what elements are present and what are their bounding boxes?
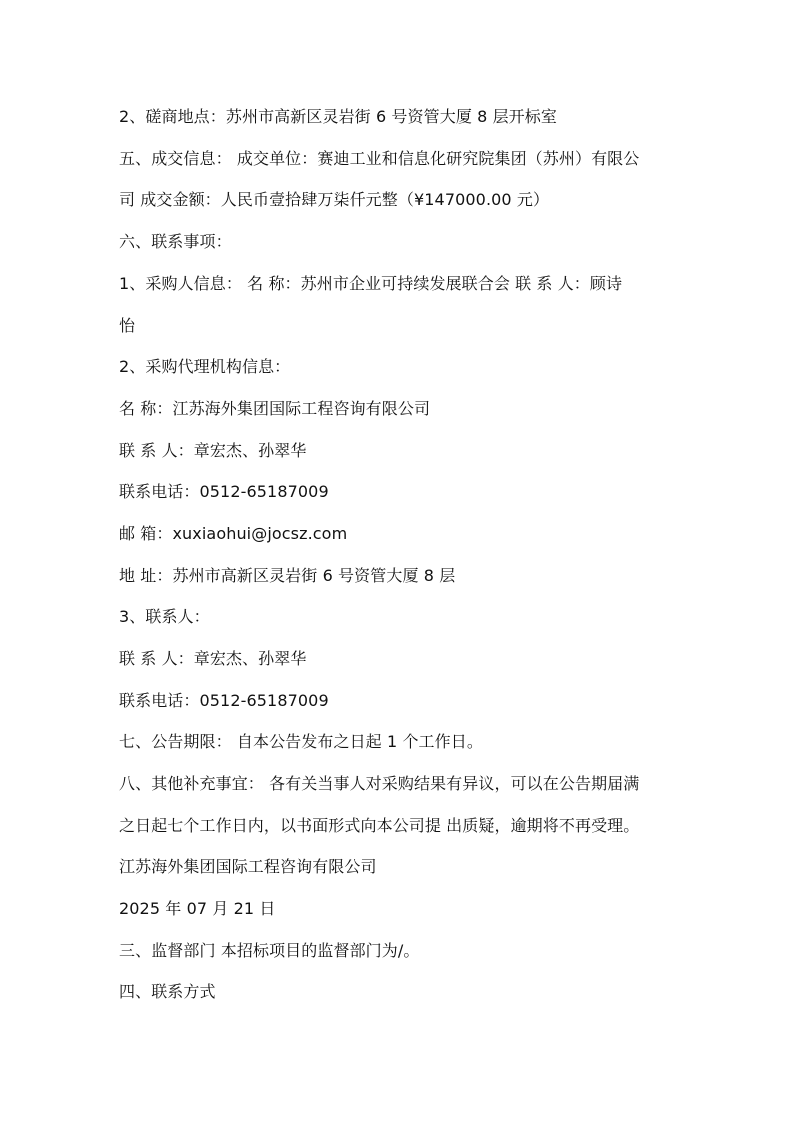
issue-date: 2025 年 07 月 21 日 bbox=[119, 899, 276, 918]
deal-info-line-2: 司 成交金额：人民币壹拾肆万柒仟元整（¥147000.00 元） bbox=[119, 190, 550, 209]
contact-section-heading: 六、联系事项： bbox=[119, 232, 232, 251]
contact-phone: 联系电话：0512-65187009 bbox=[119, 691, 329, 710]
agency-contact-person: 联 系 人：章宏杰、孙翠华 bbox=[119, 441, 307, 460]
agency-info-heading: 2、采购代理机构信息： bbox=[119, 357, 291, 376]
negotiation-location: 2、磋商地点：苏州市高新区灵岩街 6 号资管大厦 8 层开标室 bbox=[119, 107, 557, 126]
contact-person-heading: 3、联系人： bbox=[119, 607, 210, 626]
agency-name: 名 称：江苏海外集团国际工程咨询有限公司 bbox=[119, 399, 431, 418]
purchaser-info-line-2: 怡 bbox=[119, 316, 136, 335]
agency-email: 邮 箱：xuxiaohui@jocsz.com bbox=[119, 524, 348, 543]
contact-method-heading: 四、联系方式 bbox=[119, 982, 216, 1001]
deal-info-line-1: 五、成交信息： 成交单位：赛迪工业和信息化研究院集团（苏州）有限公 bbox=[119, 149, 640, 168]
supervision-department: 三、监督部门 本招标项目的监督部门为/。 bbox=[119, 941, 420, 960]
contact-person: 联 系 人：章宏杰、孙翠华 bbox=[119, 649, 307, 668]
supplementary-matters-line-1: 八、其他补充事宜： 各有关当事人对采购结果有异议，可以在公告期届满 bbox=[119, 774, 640, 793]
agency-phone: 联系电话：0512-65187009 bbox=[119, 482, 329, 501]
announcement-period: 七、公告期限： 自本公告发布之日起 1 个工作日。 bbox=[119, 732, 483, 751]
purchaser-info-line-1: 1、采购人信息： 名 称：苏州市企业可持续发展联合会 联 系 人：顾诗 bbox=[119, 274, 623, 293]
supplementary-matters-line-2: 之日起七个工作日内，以书面形式向本公司提 出质疑，逾期将不再受理。 bbox=[119, 816, 640, 835]
agency-address: 地 址：苏州市高新区灵岩街 6 号资管大厦 8 层 bbox=[119, 566, 456, 585]
issuer-company: 江苏海外集团国际工程咨询有限公司 bbox=[119, 857, 377, 876]
